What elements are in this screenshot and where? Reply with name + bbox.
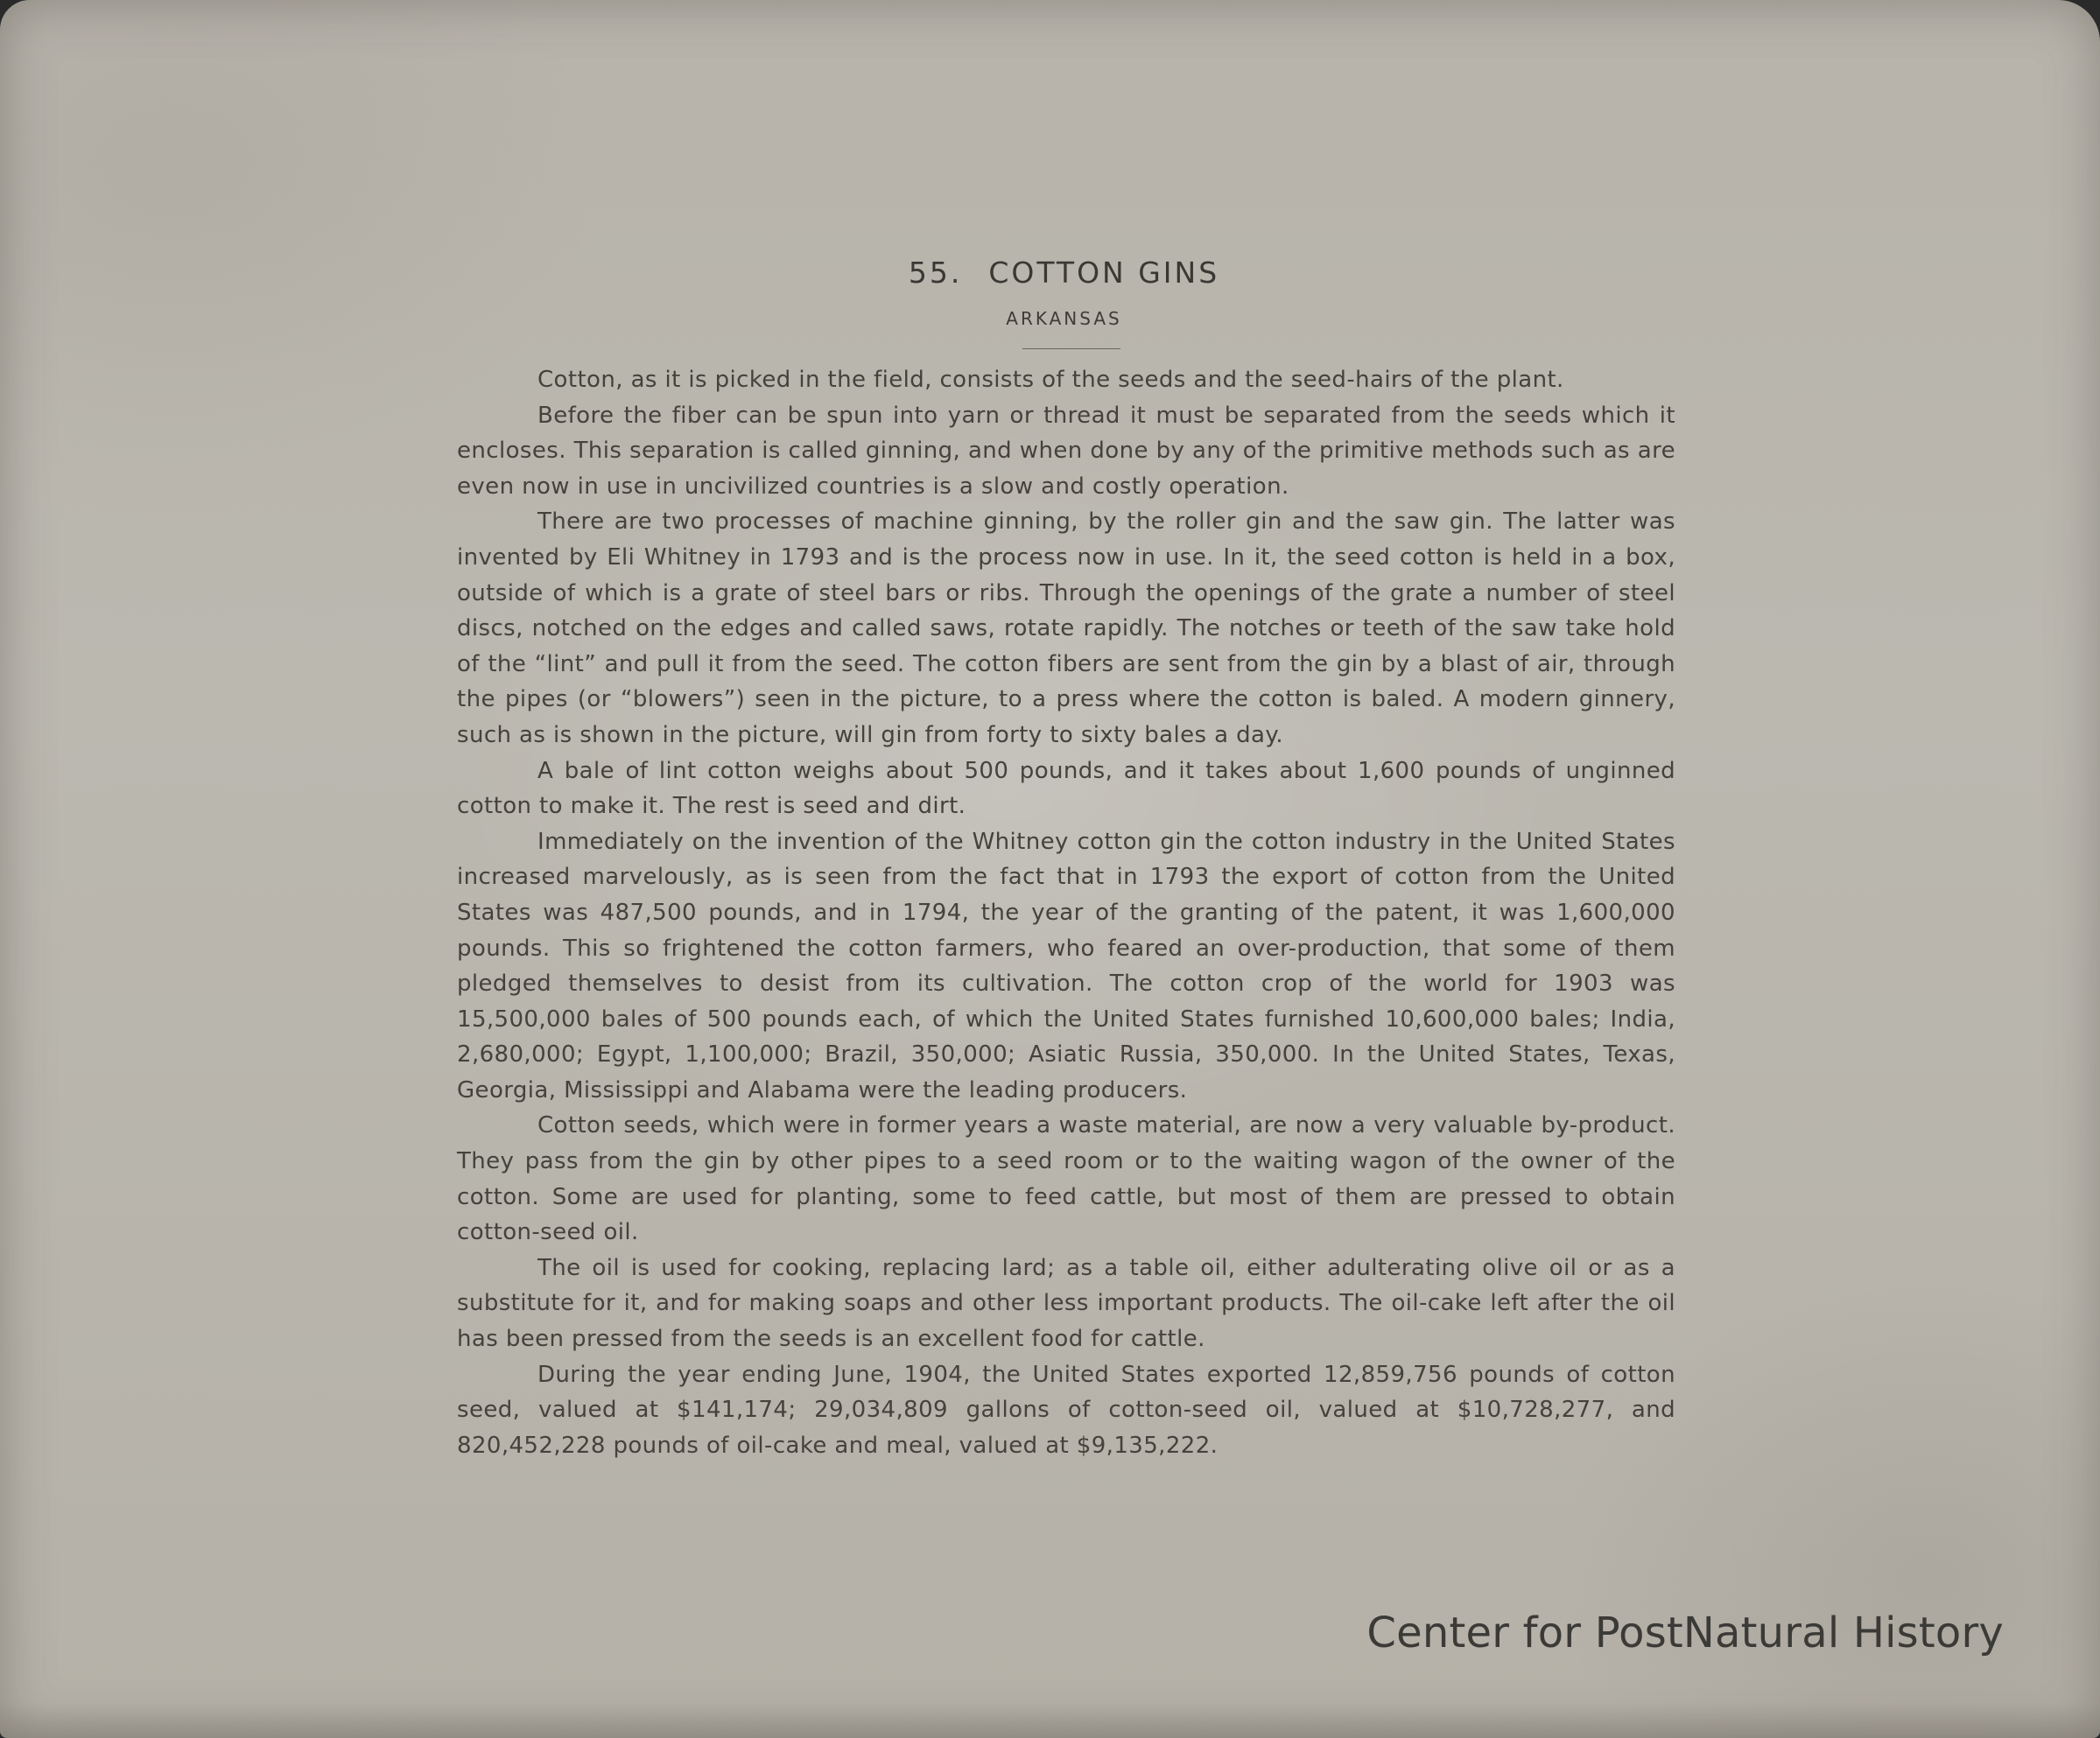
card-body: [457, 362, 1675, 1463]
paragraph: During the year ending June, 1904, the United States exported 12,859,756 pounds of cotton seed, valued at $141,174; 29,034,809 gallons of cotton-seed oil, valued at $10,728,277, and 820,452,228 pounds of oil-cake and meal, valued at $9,135,222.: [457, 1361, 1675, 1459]
bottom-edge: [0, 1703, 2100, 1738]
card-subtitle: ARKANSAS: [1006, 308, 1122, 329]
paragraph: The oil is used for cooking, replacing lard; as a table oil, either adulterating olive oil or as a substitute for it, and for making soaps and other less important products. The oil-cake left after the oil has been pressed from the seeds is an excellent food for cattle.: [457, 1254, 1675, 1353]
card-number: 55.: [908, 256, 963, 290]
paragraph: Cotton seeds, which were in former years a waste material, are now a very valuable by-product. They pass from the gin by other pipes to a seed room or to the waiting wagon of the owner of the cotton. Some are used for planting, some to feed cattle, but most of them are pressed to obtain cotton-seed oil.: [457, 1112, 1675, 1246]
paragraph: A bale of lint cotton weighs about 500 pounds, and it takes about 1,600 pounds of unginned cotton to make it. The rest is seed and dirt.: [457, 757, 1675, 820]
watermark-credit: Center for PostNatural History: [1366, 1608, 2004, 1657]
card-title-text: COTTON GINS: [988, 256, 1220, 290]
paragraph: Before the fiber can be spun into yarn or thread it must be separated from the seeds which it encloses. This separation is called ginning, and when done by any of the primitive methods such as are even now in use in uncivilized countries is a slow and costly operation.: [457, 402, 1675, 500]
paragraph: Immediately on the invention of the Whitney cotton gin the cotton industry in the United States increased marvelously, as is seen from the fact that in 1793 the export of cotton from the United States was 487,500 pounds, and in 1794, the year of the granting of the patent, it was 1,600,000 pounds. This so frightened the cotton farmers, who feared an over-production, that some of them pledged themselves to desist from its cultivation. The cotton crop of the world for 1903 was 15,500,000 bales of 500 pounds each, of which the United States furnished 10,600,000 bales; India, 2,680,000; Egypt, 1,100,000; Brazil, 350,000; Asiatic Russia, 350,000. In the United States, Texas, Georgia, Mississippi and Alabama were the leading producers.: [457, 828, 1675, 1104]
paragraph: Cotton, as it is picked in the field, consists of the seeds and the seed-hairs of the plant.: [537, 367, 1564, 393]
title-divider: [1022, 348, 1120, 349]
paragraph: There are two processes of machine ginning, by the roller gin and the saw gin. The latter was invented by Eli Whitney in 1793 and is the process now in use. In it, the seed cotton is held in a box, outside of which is a grate of steel bars or ribs. Through the openings of the grate a number of steel discs, notched on the edges and called saws, rotate rapidly. The notches or teeth of the saw take hold of the “lint” and pull it from the seed. The cotton fibers are sent from the gin by a blast of air, through the pipes (or “blowers”) seen in the picture, to a press where the cotton is baled. A modern ginnery, such as is shown in the picture, will gin from forty to sixty bales a day.: [457, 508, 1675, 748]
card-title: [14, 256, 2100, 290]
